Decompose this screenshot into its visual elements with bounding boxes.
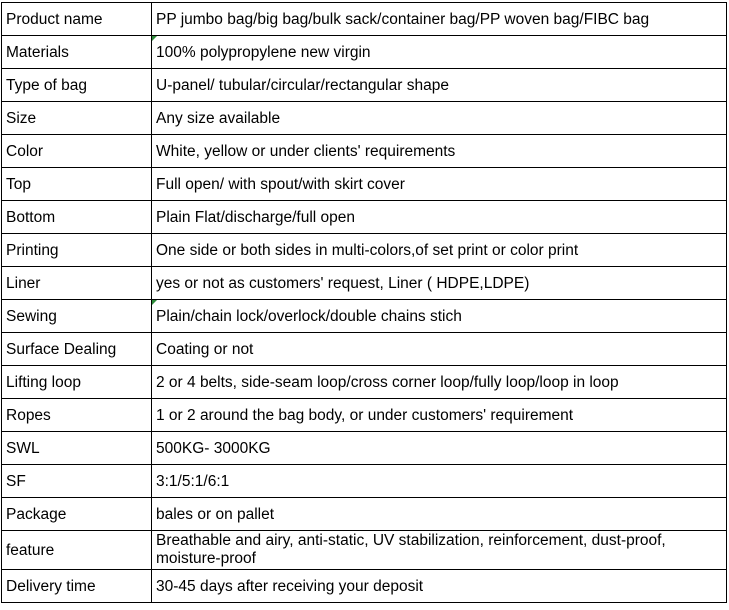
spec-value: 2 or 4 belts, side-seam loop/cross corner loop/fully loop/loop in loop bbox=[152, 366, 727, 399]
table-row bbox=[2, 366, 727, 399]
table-row bbox=[2, 300, 727, 333]
table-row bbox=[2, 465, 727, 498]
table-row bbox=[2, 135, 727, 168]
table-row bbox=[2, 102, 727, 135]
table-row bbox=[2, 69, 727, 102]
spec-label: SF bbox=[2, 465, 152, 498]
spec-value: Full open/ with spout/with skirt cover bbox=[152, 168, 727, 201]
product-spec-table bbox=[1, 2, 727, 603]
spec-label: Printing bbox=[2, 234, 152, 267]
table-row bbox=[2, 3, 727, 36]
spec-label: Product name bbox=[2, 3, 152, 36]
spec-label: SWL bbox=[2, 432, 152, 465]
spec-label: Top bbox=[2, 168, 152, 201]
spec-label: feature bbox=[2, 531, 152, 570]
spec-label: Ropes bbox=[2, 399, 152, 432]
cell-comment-marker-icon bbox=[152, 300, 157, 305]
cell-comment-marker-icon bbox=[152, 36, 157, 41]
table-row bbox=[2, 570, 727, 603]
spec-value: Any size available bbox=[152, 102, 727, 135]
table-row bbox=[2, 432, 727, 465]
spec-value: U-panel/ tubular/circular/rectangular shape bbox=[152, 69, 727, 102]
spec-label: Bottom bbox=[2, 201, 152, 234]
spec-value: Plain Flat/discharge/full open bbox=[152, 201, 727, 234]
spec-label: Color bbox=[2, 135, 152, 168]
spec-value: 500KG- 3000KG bbox=[152, 432, 727, 465]
spec-label: Package bbox=[2, 498, 152, 531]
spec-value: 100% polypropylene new virgin bbox=[156, 43, 371, 61]
spec-value: PP jumbo bag/big bag/bulk sack/container bag/PP woven bag/FIBC bag bbox=[152, 3, 727, 36]
spec-label: Lifting loop bbox=[2, 366, 152, 399]
spec-value-with-marker bbox=[152, 36, 727, 69]
table-row bbox=[2, 234, 727, 267]
table-row bbox=[2, 267, 727, 300]
table-row bbox=[2, 531, 727, 570]
spec-value: bales or on pallet bbox=[152, 498, 727, 531]
table-row bbox=[2, 168, 727, 201]
spec-value-with-marker bbox=[152, 300, 727, 333]
spec-value: White, yellow or under clients' requirements bbox=[152, 135, 727, 168]
spec-label: Delivery time bbox=[2, 570, 152, 603]
table-row bbox=[2, 36, 727, 69]
table-row bbox=[2, 399, 727, 432]
spec-value: Plain/chain lock/overlock/double chains stich bbox=[156, 307, 462, 325]
spec-label: Materials bbox=[2, 36, 152, 69]
spec-value: 1 or 2 around the bag body, or under customers' requirement bbox=[152, 399, 727, 432]
spec-value: yes or not as customers' request, Liner ( HDPE,LDPE) bbox=[152, 267, 727, 300]
spec-value: 30-45 days after receiving your deposit bbox=[152, 570, 727, 603]
spec-label: Surface Dealing bbox=[2, 333, 152, 366]
spec-label: Type of bag bbox=[2, 69, 152, 102]
table-row bbox=[2, 333, 727, 366]
spec-label: Sewing bbox=[2, 300, 152, 333]
table-row bbox=[2, 201, 727, 234]
spec-value: Breathable and airy, anti-static, UV stabilization, reinforcement, dust-proof, moisture-proof bbox=[152, 531, 727, 570]
spec-value: 3:1/5:1/6:1 bbox=[152, 465, 727, 498]
spec-label: Size bbox=[2, 102, 152, 135]
spec-label: Liner bbox=[2, 267, 152, 300]
table-row bbox=[2, 498, 727, 531]
spec-value: Coating or not bbox=[152, 333, 727, 366]
spec-value: One side or both sides in multi-colors,of set print or color print bbox=[152, 234, 727, 267]
